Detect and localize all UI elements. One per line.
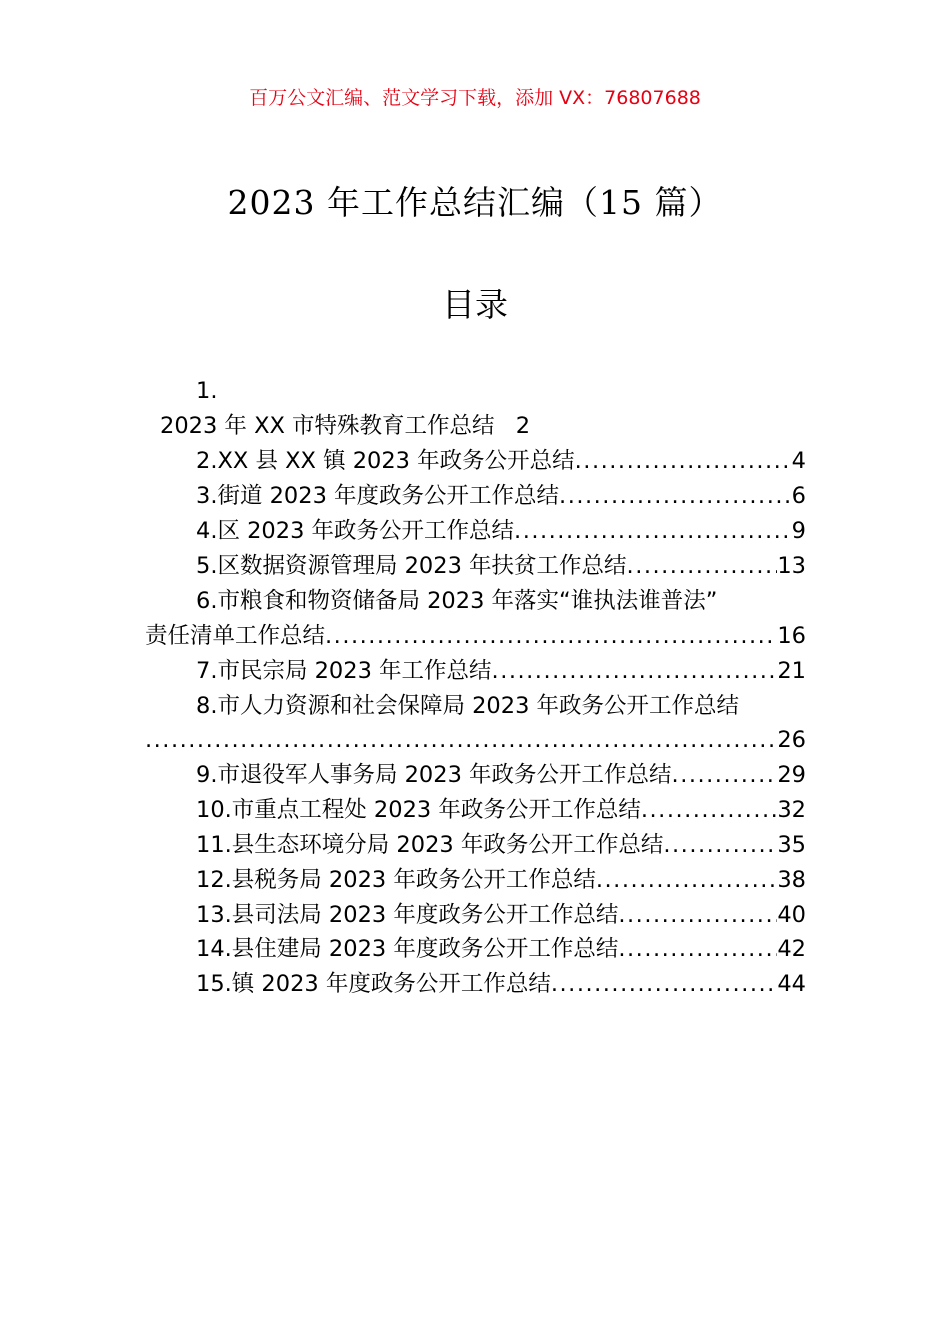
toc-item-title: 5.区数据资源管理局 2023 年扶贫工作总结 bbox=[196, 553, 627, 579]
dot-leader bbox=[492, 654, 778, 688]
toc-item-title: 14.县住建局 2023 年度政务公开工作总结 bbox=[196, 936, 619, 962]
toc-item-page: 35 bbox=[777, 832, 806, 858]
toc-item-8-line-2[interactable] bbox=[145, 723, 806, 757]
toc-item-page: 44 bbox=[777, 971, 806, 997]
toc-item-6-line-1[interactable]: 6.市粮食和物资储备局 2023 年落实“谁执法谁普法” bbox=[196, 588, 718, 614]
toc-item-title: 7.市民宗局 2023 年工作总结 bbox=[196, 658, 492, 684]
toc-item-title: 10.市重点工程处 2023 年政务公开工作总结 bbox=[196, 797, 641, 823]
toc-item-title: 9.市退役军人事务局 2023 年政务公开工作总结 bbox=[196, 762, 672, 788]
toc-item-1-number: 1. bbox=[196, 378, 218, 404]
toc-item-title: 4.区 2023 年政务公开工作总结 bbox=[196, 518, 515, 544]
toc-item-13[interactable] bbox=[196, 898, 806, 932]
toc-item-page: 29 bbox=[777, 762, 806, 788]
dot-leader bbox=[672, 758, 778, 792]
toc-item-title: 12.县税务局 2023 年政务公开工作总结 bbox=[196, 867, 596, 893]
toc-item-title: 责任清单工作总结 bbox=[145, 623, 326, 649]
toc-item-15[interactable] bbox=[196, 967, 806, 1001]
header-note: 百万公文汇编、范文学习下载，添加 VX：76807688 bbox=[249, 87, 701, 109]
dot-leader bbox=[551, 967, 778, 1001]
toc-item-4[interactable] bbox=[196, 514, 806, 548]
toc-item-9[interactable] bbox=[196, 758, 806, 792]
toc-item-7[interactable] bbox=[196, 654, 806, 688]
toc-item-11[interactable] bbox=[196, 828, 806, 862]
dot-leader bbox=[641, 793, 778, 827]
dot-leader bbox=[514, 514, 792, 548]
toc-item-page: 13 bbox=[777, 553, 806, 579]
toc-item-page: 42 bbox=[777, 936, 806, 962]
toc-item-page: 6 bbox=[791, 483, 806, 509]
dot-leader bbox=[596, 863, 778, 897]
toc-item-page: 26 bbox=[777, 727, 806, 753]
toc-item-2[interactable] bbox=[196, 444, 806, 478]
toc-item-12[interactable] bbox=[196, 863, 806, 897]
dot-leader bbox=[618, 932, 777, 966]
toc-item-title: 15.镇 2023 年度政务公开工作总结 bbox=[196, 971, 551, 997]
toc-item-6-line-2[interactable] bbox=[145, 619, 806, 653]
toc-item-page: 38 bbox=[777, 867, 806, 893]
toc-item-page: 4 bbox=[791, 448, 806, 474]
toc-item-title: 3.街道 2023 年度政务公开工作总结 bbox=[196, 483, 560, 509]
toc-heading: 目录 bbox=[442, 285, 508, 324]
toc-item-page: 32 bbox=[777, 797, 806, 823]
dot-leader bbox=[559, 479, 792, 513]
toc-item-8-line-1[interactable]: 8.市人力资源和社会保障局 2023 年政务公开工作总结 bbox=[196, 693, 740, 719]
toc-item-3[interactable] bbox=[196, 479, 806, 513]
toc-item-title: 11.县生态环境分局 2023 年政务公开工作总结 bbox=[196, 832, 664, 858]
dot-leader bbox=[663, 828, 777, 862]
toc-item-1-title: 2023 年 XX 市特殊教育工作总结 bbox=[160, 413, 495, 439]
toc-item-10[interactable] bbox=[196, 793, 806, 827]
toc-item-title: 13.县司法局 2023 年度政务公开工作总结 bbox=[196, 902, 619, 928]
dot-leader bbox=[627, 549, 778, 583]
document-title: 2023 年工作总结汇编（15 篇） bbox=[227, 183, 723, 222]
toc-item-title: 2.XX 县 XX 镇 2023 年政务公开总结 bbox=[196, 448, 575, 474]
dot-leader bbox=[618, 898, 777, 932]
toc-item-page: 9 bbox=[791, 518, 806, 544]
dot-leader bbox=[575, 444, 792, 478]
toc-item-1-page: 2 bbox=[515, 413, 531, 439]
toc-item-page: 16 bbox=[777, 623, 806, 649]
toc-item-page: 21 bbox=[777, 658, 806, 684]
toc-item-1[interactable] bbox=[160, 409, 760, 443]
toc-item-14[interactable] bbox=[196, 932, 806, 966]
toc-item-5[interactable] bbox=[196, 549, 806, 583]
toc-item-page: 40 bbox=[777, 902, 806, 928]
dot-leader bbox=[145, 723, 777, 757]
dot-leader bbox=[325, 619, 777, 653]
